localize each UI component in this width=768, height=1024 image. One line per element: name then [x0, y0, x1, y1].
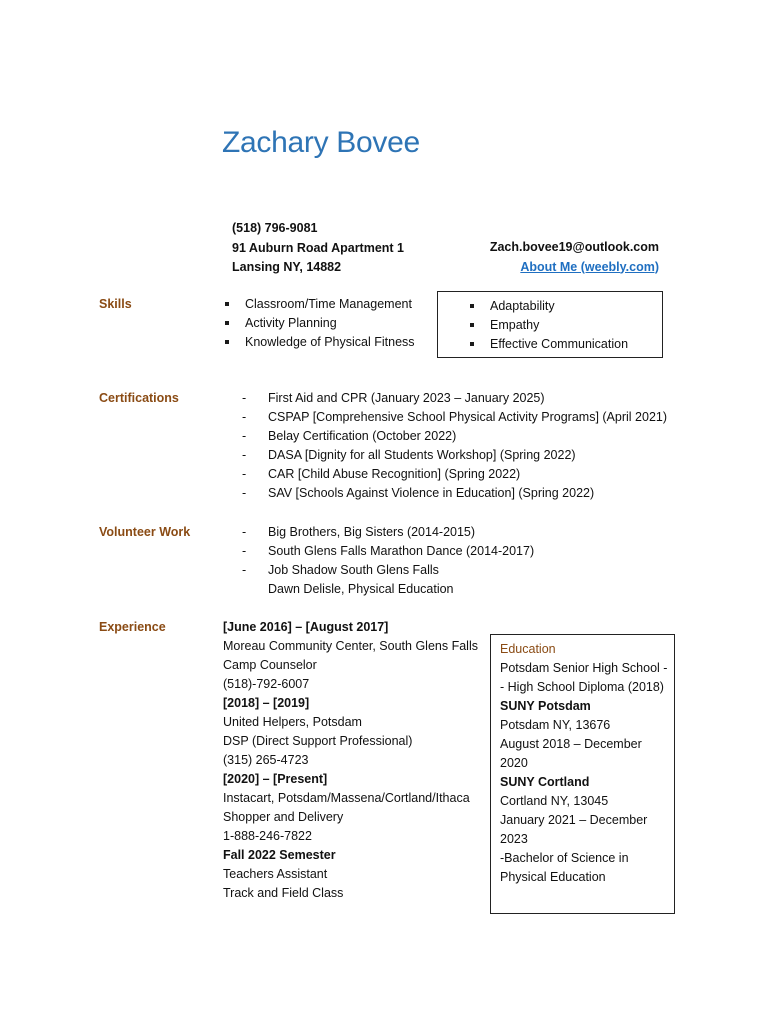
list-item: Classroom/Time Management: [225, 295, 415, 314]
education-line: -Bachelor of Science in: [500, 851, 629, 865]
experience-line: Track and Field Class: [223, 886, 344, 900]
education-line: August 2018 – December: [500, 737, 642, 751]
list-item: Effective Communication: [470, 335, 628, 354]
experience-line: DSP (Direct Support Professional): [223, 734, 413, 748]
email: Zach.bovee19@outlook.com: [489, 240, 659, 254]
list-item: - First Aid and CPR (January 2023 – January 2025): [242, 391, 545, 405]
certifications-list: [242, 389, 667, 503]
experience-date: [2018] – [2019]: [223, 696, 310, 710]
contact-right: [490, 238, 659, 277]
list-item: - Job Shadow South Glens Falls: [242, 563, 439, 577]
experience-line: United Helpers, Potsdam: [223, 715, 362, 729]
list-item-continuation: Dawn Delisle, Physical Education: [268, 582, 454, 596]
experience-line: Teachers Assistant: [223, 867, 328, 881]
experience-line: Shopper and Delivery: [223, 810, 344, 824]
list-item: - SAV [Schools Against Violence in Education] (Spring 2022): [242, 486, 595, 500]
experience-date: Fall 2022 Semester: [223, 848, 336, 862]
experience-line: 1-888-246-7822: [223, 829, 312, 843]
education-line: January 2021 – December: [500, 813, 648, 827]
section-volunteer: Volunteer Work: [99, 525, 191, 539]
contact-block: [232, 219, 404, 278]
skills-right-box: [437, 291, 663, 358]
education-school: SUNY Potsdam: [500, 699, 591, 713]
bullet-icon: [470, 342, 474, 346]
experience-line: (518)-792-6007: [223, 677, 310, 691]
list-item: Adaptability: [470, 297, 628, 316]
bullet-icon: [225, 302, 229, 306]
address-line-1: 91 Auburn Road Apartment 1: [232, 240, 405, 255]
list-item: - CAR [Child Abuse Recognition] (Spring 2022): [242, 467, 521, 481]
education-title: Education: [500, 642, 556, 656]
education-line: - High School Diploma (2018): [500, 680, 664, 694]
bullet-icon: [470, 304, 474, 308]
education-line: Physical Education: [500, 870, 606, 884]
phone: (518) 796-9081: [232, 221, 318, 235]
bullet-icon: [470, 323, 474, 327]
education-line: 2023: [500, 832, 528, 846]
section-experience: Experience: [99, 620, 166, 634]
address-line-2: Lansing NY, 14882: [232, 260, 342, 274]
list-item: - South Glens Falls Marathon Dance (2014-2017): [242, 544, 535, 558]
volunteer-list: [242, 523, 534, 599]
education-box: [490, 634, 675, 914]
section-skills: Skills: [99, 297, 132, 311]
experience-line: Instacart, Potsdam/Massena/Cortland/Ithaca: [223, 791, 470, 805]
experience-list: [223, 618, 478, 903]
list-item: Empathy: [470, 316, 628, 335]
experience-date: [2020] – [Present]: [223, 772, 328, 786]
experience-line: Camp Counselor: [223, 658, 317, 672]
education-line: 2020: [500, 756, 528, 770]
about-me-link[interactable]: About Me (weebly.com): [520, 259, 659, 274]
education-line: Potsdam NY, 13676: [500, 718, 611, 732]
list-item: Knowledge of Physical Fitness: [225, 333, 415, 352]
education-line: Potsdam Senior High School -: [500, 661, 668, 675]
skills-left-list: [225, 295, 415, 352]
list-item: - CSPAP [Comprehensive School Physical Activity Programs] (April 2021): [242, 410, 668, 424]
section-certifications: Certifications: [99, 391, 179, 405]
list-item: - DASA [Dignity for all Students Workshop] (Spring 2022): [242, 448, 576, 462]
bullet-icon: [225, 340, 229, 344]
experience-line: (315) 265-4723: [223, 753, 309, 767]
experience-date: [June 2016] – [August 2017]: [223, 620, 389, 634]
resume-name: Zachary Bovee: [222, 126, 420, 159]
list-item: - Belay Certification (October 2022): [242, 429, 457, 443]
education-school: SUNY Cortland: [500, 775, 590, 789]
experience-line: Moreau Community Center, South Glens Falls: [223, 639, 478, 653]
list-item: Activity Planning: [225, 314, 415, 333]
list-item: - Big Brothers, Big Sisters (2014-2015): [242, 525, 476, 539]
education-line: Cortland NY, 13045: [500, 794, 609, 808]
bullet-icon: [225, 321, 229, 325]
